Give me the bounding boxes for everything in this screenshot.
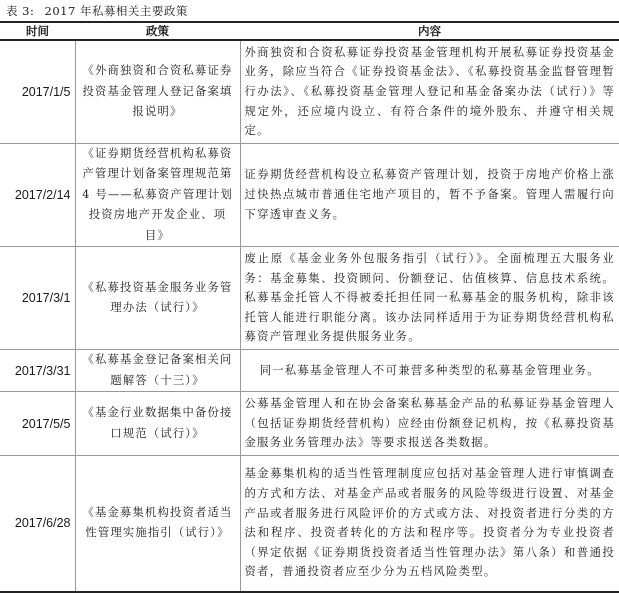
- table-caption-title: 2017 年私募相关主要政策: [44, 4, 188, 18]
- row-content: 公募基金管理人和在协会备案私募基金产品的私募证券基金管理人（包括证券期货经营机构）应经由份额登记机构，按《私募投资基金服务业务管理办法》等要求报送各类数据。: [240, 392, 619, 456]
- header-time: 时间: [0, 22, 75, 40]
- row-policy: 《私募基金登记备案相关问题解答（十三）》: [75, 350, 240, 392]
- row-date: 2017/1/5: [0, 40, 75, 143]
- table-header-row: [0, 22, 619, 40]
- table-row: [0, 40, 619, 143]
- row-content: 废止原《基金业务外包服务指引（试行）》。全面梳理五大服务业务：基金募集、投资顾问、份额登记、估值核算、信息技术系统。私募基金托管人不得被委托担任同一私募基金的服务机构，除非该托管人能进行职能分离。该办法同样适用于为证券期货经营机构私募资产管理业务提供服务业务。: [240, 247, 619, 350]
- table-row: [0, 247, 619, 350]
- policy-table: [0, 21, 619, 593]
- table-row: [0, 350, 619, 392]
- row-policy: 《基金行业数据集中备份接口规范（试行）》: [75, 392, 240, 456]
- header-policy: 政策: [75, 22, 240, 40]
- table-row: [0, 143, 619, 247]
- table-caption: [6, 3, 194, 19]
- row-date: 2017/6/28: [0, 456, 75, 592]
- row-policy: 《基金募集机构投资者适当性管理实施指引（试行）》: [75, 456, 240, 592]
- row-date: 2017/3/1: [0, 247, 75, 350]
- row-content: 外商独资和合资私募证券投资基金管理机构开展私募证券投资基金业务，除应当符合《证券投资基金法》、《私募投资基金监督管理暂行办法》、《私募投资基金管理人登记和基金备案办法（试行）》等规定外，还应境内设立、有符合条件的境外股东、并遵守相关规定。: [240, 40, 619, 143]
- row-content: 证券期货经营机构设立私募资产管理计划，投资于房地产价格上涨过快热点城市普通住宅地产项目的，暂不予备案。管理人需履行向下穿透审查义务。: [240, 143, 619, 247]
- row-policy: 《证券期货经营机构私募资产管理计划备案管理规范第 4 号——私募资产管理计划投资房地产开发企业、项目》: [75, 143, 240, 247]
- row-policy: 《外商独资和合资私募证券投资基金管理人登记备案填报说明》: [75, 40, 240, 143]
- row-policy: 《私募投资基金服务业务管理办法（试行）》: [75, 247, 240, 350]
- row-date: 2017/2/14: [0, 143, 75, 247]
- header-content: 内容: [240, 22, 619, 40]
- table-row: [0, 392, 619, 456]
- row-content: 基金募集机构的适当性管理制度应包括对基金管理人进行审慎调查的方式和方法、对基金产品或者服务的风险等级进行设置、对基金产品或者服务进行风险评价的方式或方法、对投资者进行分类的方法和程序、投资者转化的方法和程序等。投资者分为专业投资者（界定依据《证券期货投资者适当性管理办法》第八条）和普通投资者，普通投资者应至少分为五档风险类型。: [240, 456, 619, 592]
- row-date: 2017/5/5: [0, 392, 75, 456]
- row-content: 同一私募基金管理人不可兼营多种类型的私募基金管理业务。: [240, 350, 619, 392]
- table-caption-label: 表 3:: [6, 4, 35, 18]
- table-row: [0, 456, 619, 592]
- row-date: 2017/3/31: [0, 350, 75, 392]
